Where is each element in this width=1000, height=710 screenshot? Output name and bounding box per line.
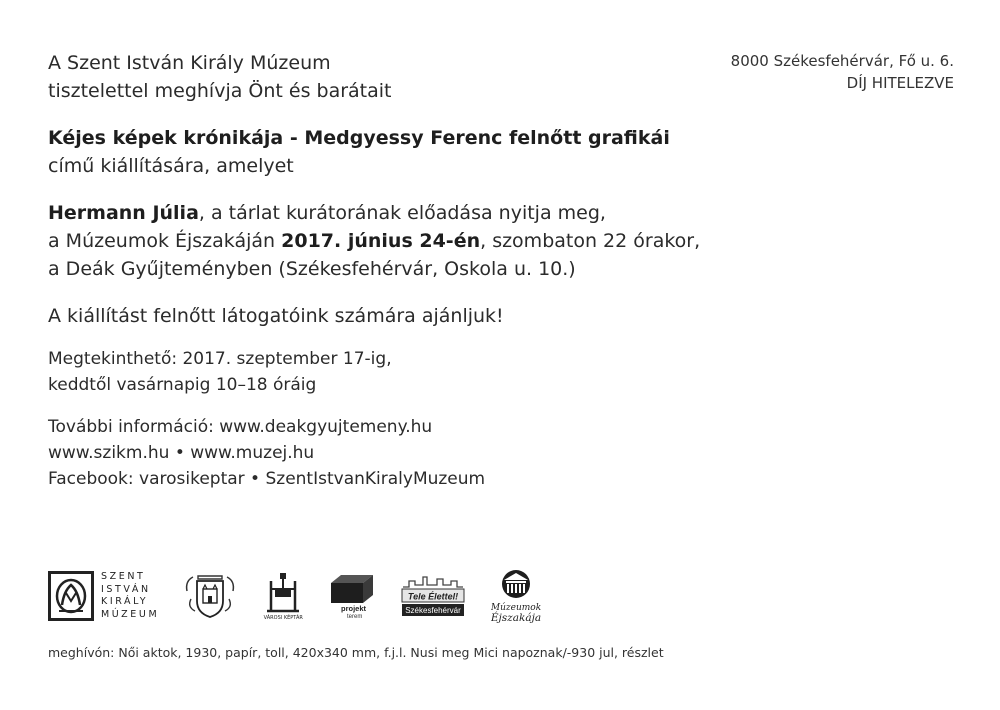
projekt-box-icon (329, 573, 375, 619)
szikm-label (101, 571, 159, 621)
szikm-label-line: MÚZEUM (101, 608, 160, 620)
intro-paragraph (48, 49, 768, 105)
exhibition-subline: című kiállítására, amelyet (48, 155, 294, 177)
skyline-icon (399, 571, 467, 621)
tele-text: Tele Élettel! (408, 591, 459, 602)
opening-date: 2017. június 24-én (281, 230, 481, 252)
recommendation-text: A kiállítást felnőtt látogatóink számára ajánljuk! (48, 305, 504, 327)
szikm-label-line: ISTVÁN (101, 583, 151, 595)
invitation-text (48, 49, 768, 492)
varosi-keptar-logo (261, 571, 305, 621)
opening-paragraph (48, 199, 768, 283)
ejszakaja-text: Éjszakája (491, 612, 542, 624)
szikm-label-line: KIRÁLY (101, 596, 149, 607)
viewing-line-2: keddtől vasárnapig 10–18 óráig (48, 375, 317, 395)
szikm-emblem-icon (48, 571, 94, 621)
terem-text: terem (347, 614, 363, 619)
opening-venue: a Deák Gyűjteményben (Székesfehérvár, Oskola u. 10.) (48, 258, 576, 280)
szikm-label-line: SZENT (101, 571, 146, 582)
projekt-terem-logo (329, 573, 375, 619)
intro-line-1: A Szent István Király Múzeum (48, 52, 331, 74)
press-icon (261, 571, 305, 615)
viewing-line-1: Megtekinthető: 2017. szeptember 17-ig, (48, 349, 392, 369)
info-line-2: www.szikm.hu • www.muzej.hu (48, 443, 315, 463)
viewing-paragraph (48, 346, 768, 398)
speaker-name: Hermann Júlia (48, 202, 199, 224)
postage-note: DÍJ HITELEZVE (846, 74, 954, 92)
city-crest-logo (183, 571, 237, 621)
address-line: 8000 Székesfehérvár, Fő u. 6. (730, 52, 954, 70)
muzeumok-ejszakaja-logo (491, 568, 541, 624)
muzeumok-text: Múzeumok (491, 603, 542, 613)
info-paragraph (48, 414, 768, 492)
varosi-keptar-label: VÁROSI KÉPTÁR (263, 615, 303, 621)
logo-strip (48, 566, 565, 626)
intro-line-2: tisztelettel meghívja Önt és barátait (48, 80, 392, 102)
tele-elettel-logo (399, 571, 467, 621)
szekesfehervar-text: Székesfehérvár (405, 606, 462, 615)
projekt-text: projekt (341, 604, 367, 613)
exhibition-paragraph (48, 124, 768, 180)
szikm-logo (48, 571, 159, 621)
opening-line-2-pre: a Múzeumok Éjszakáján (48, 230, 282, 252)
coat-of-arms-icon (183, 571, 237, 621)
opening-line-1: , a tárlat kurátorának előadása nyitja meg, (198, 202, 606, 224)
exhibition-title: Kéjes képek krónikája - Medgyessy Ferenc felnőtt grafikái (48, 127, 670, 149)
image-caption: meghívón: Női aktok, 1930, papír, toll, 420x340 mm, f.j.l. Nusi meg Mici napoznak/-930 jul, részlet (48, 645, 664, 660)
opening-line-2-post: , szombaton 22 órakor, (480, 230, 701, 252)
info-line-1: További információ: www.deakgyujtemeny.hu (48, 417, 433, 437)
info-line-3: Facebook: varosikeptar • SzentIstvanKiralyMuzeum (48, 469, 486, 489)
museum-night-icon (491, 568, 541, 624)
